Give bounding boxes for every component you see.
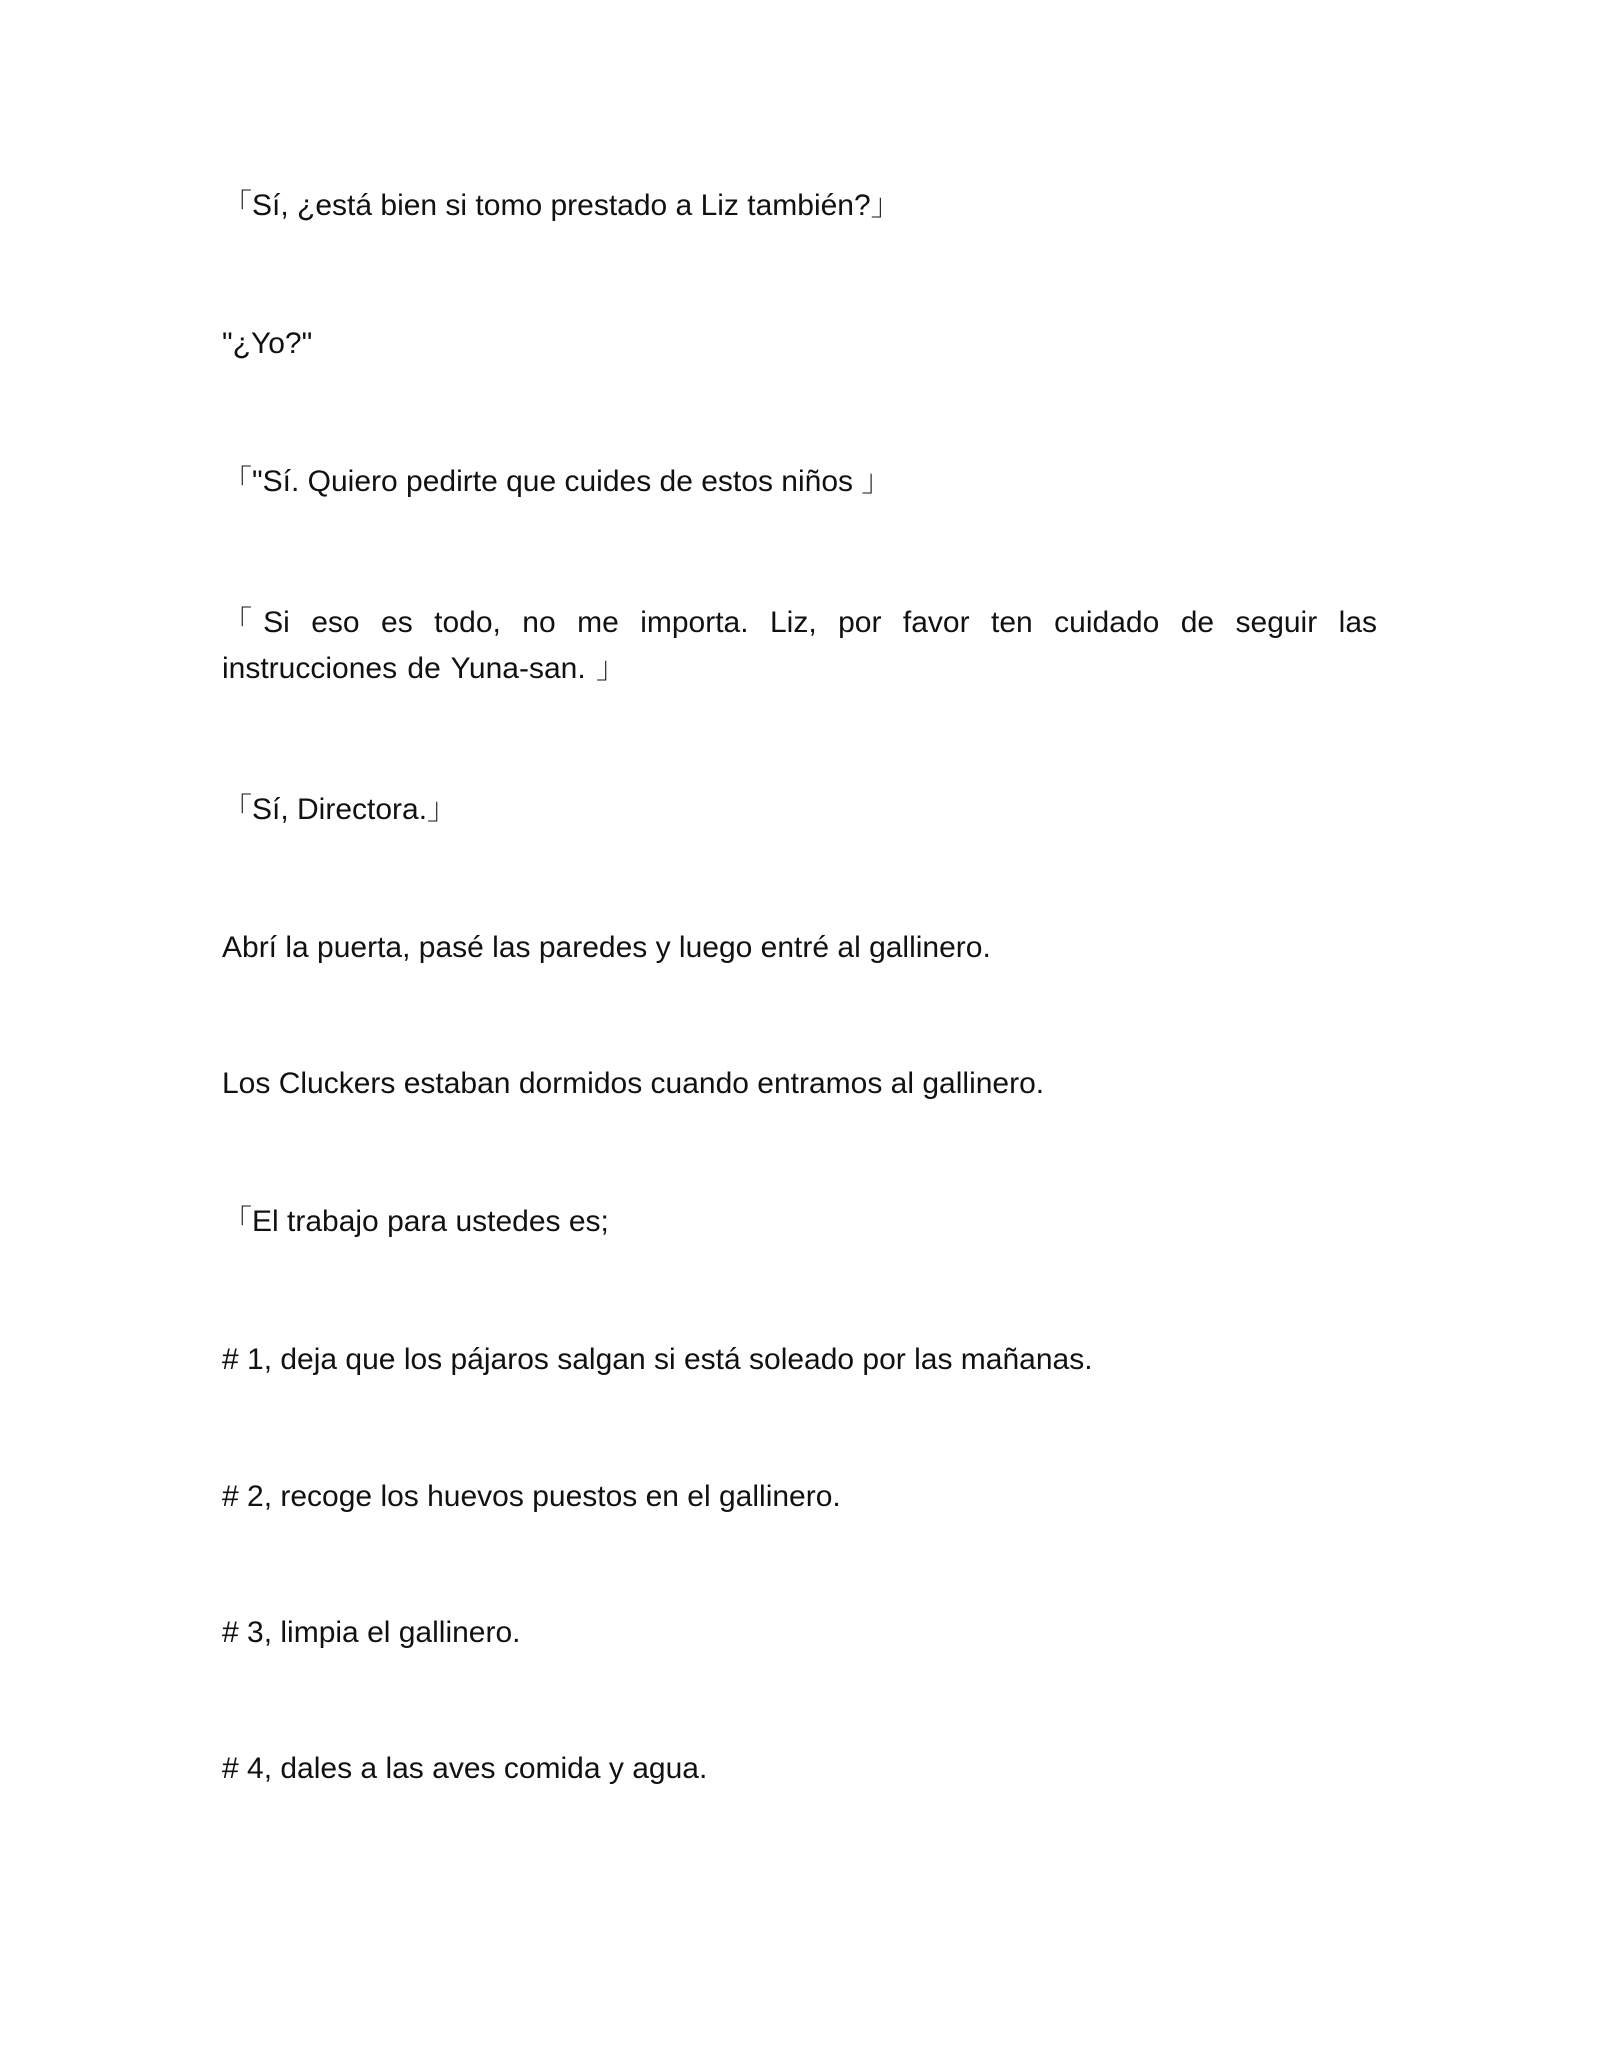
paragraph: 「El trabajo para ustedes es; [222, 1205, 609, 1238]
paragraph: Abrí la puerta, pasé las paredes y luego entré al gallinero. [222, 931, 991, 964]
paragraph: 「Sí, Directora.」 [222, 793, 458, 826]
list-item: # 1, deja que los pájaros salgan si está soleado por las mañanas. [222, 1343, 1093, 1376]
paragraph: 「Sí, ¿está bien si tomo prestado a Liz también?」 [222, 189, 901, 222]
list-item: # 4, dales a las aves comida y agua. [222, 1752, 708, 1785]
paragraph: 「"Sí. Quiero pedirte que cuides de estos niños 」 [222, 465, 892, 498]
list-item: # 2, recoge los huevos puestos en el gallinero. [222, 1480, 841, 1513]
paragraph: "¿Yo?" [222, 327, 313, 360]
paragraph: Los Cluckers estaban dormidos cuando entramos al gallinero. [222, 1067, 1045, 1100]
list-item: # 3, limpia el gallinero. [222, 1616, 521, 1649]
paragraph: 「Si eso es todo, no me importa. Liz, por favor ten cuidado de seguir las instrucciones de Yuna-san. 」 [222, 606, 1377, 685]
